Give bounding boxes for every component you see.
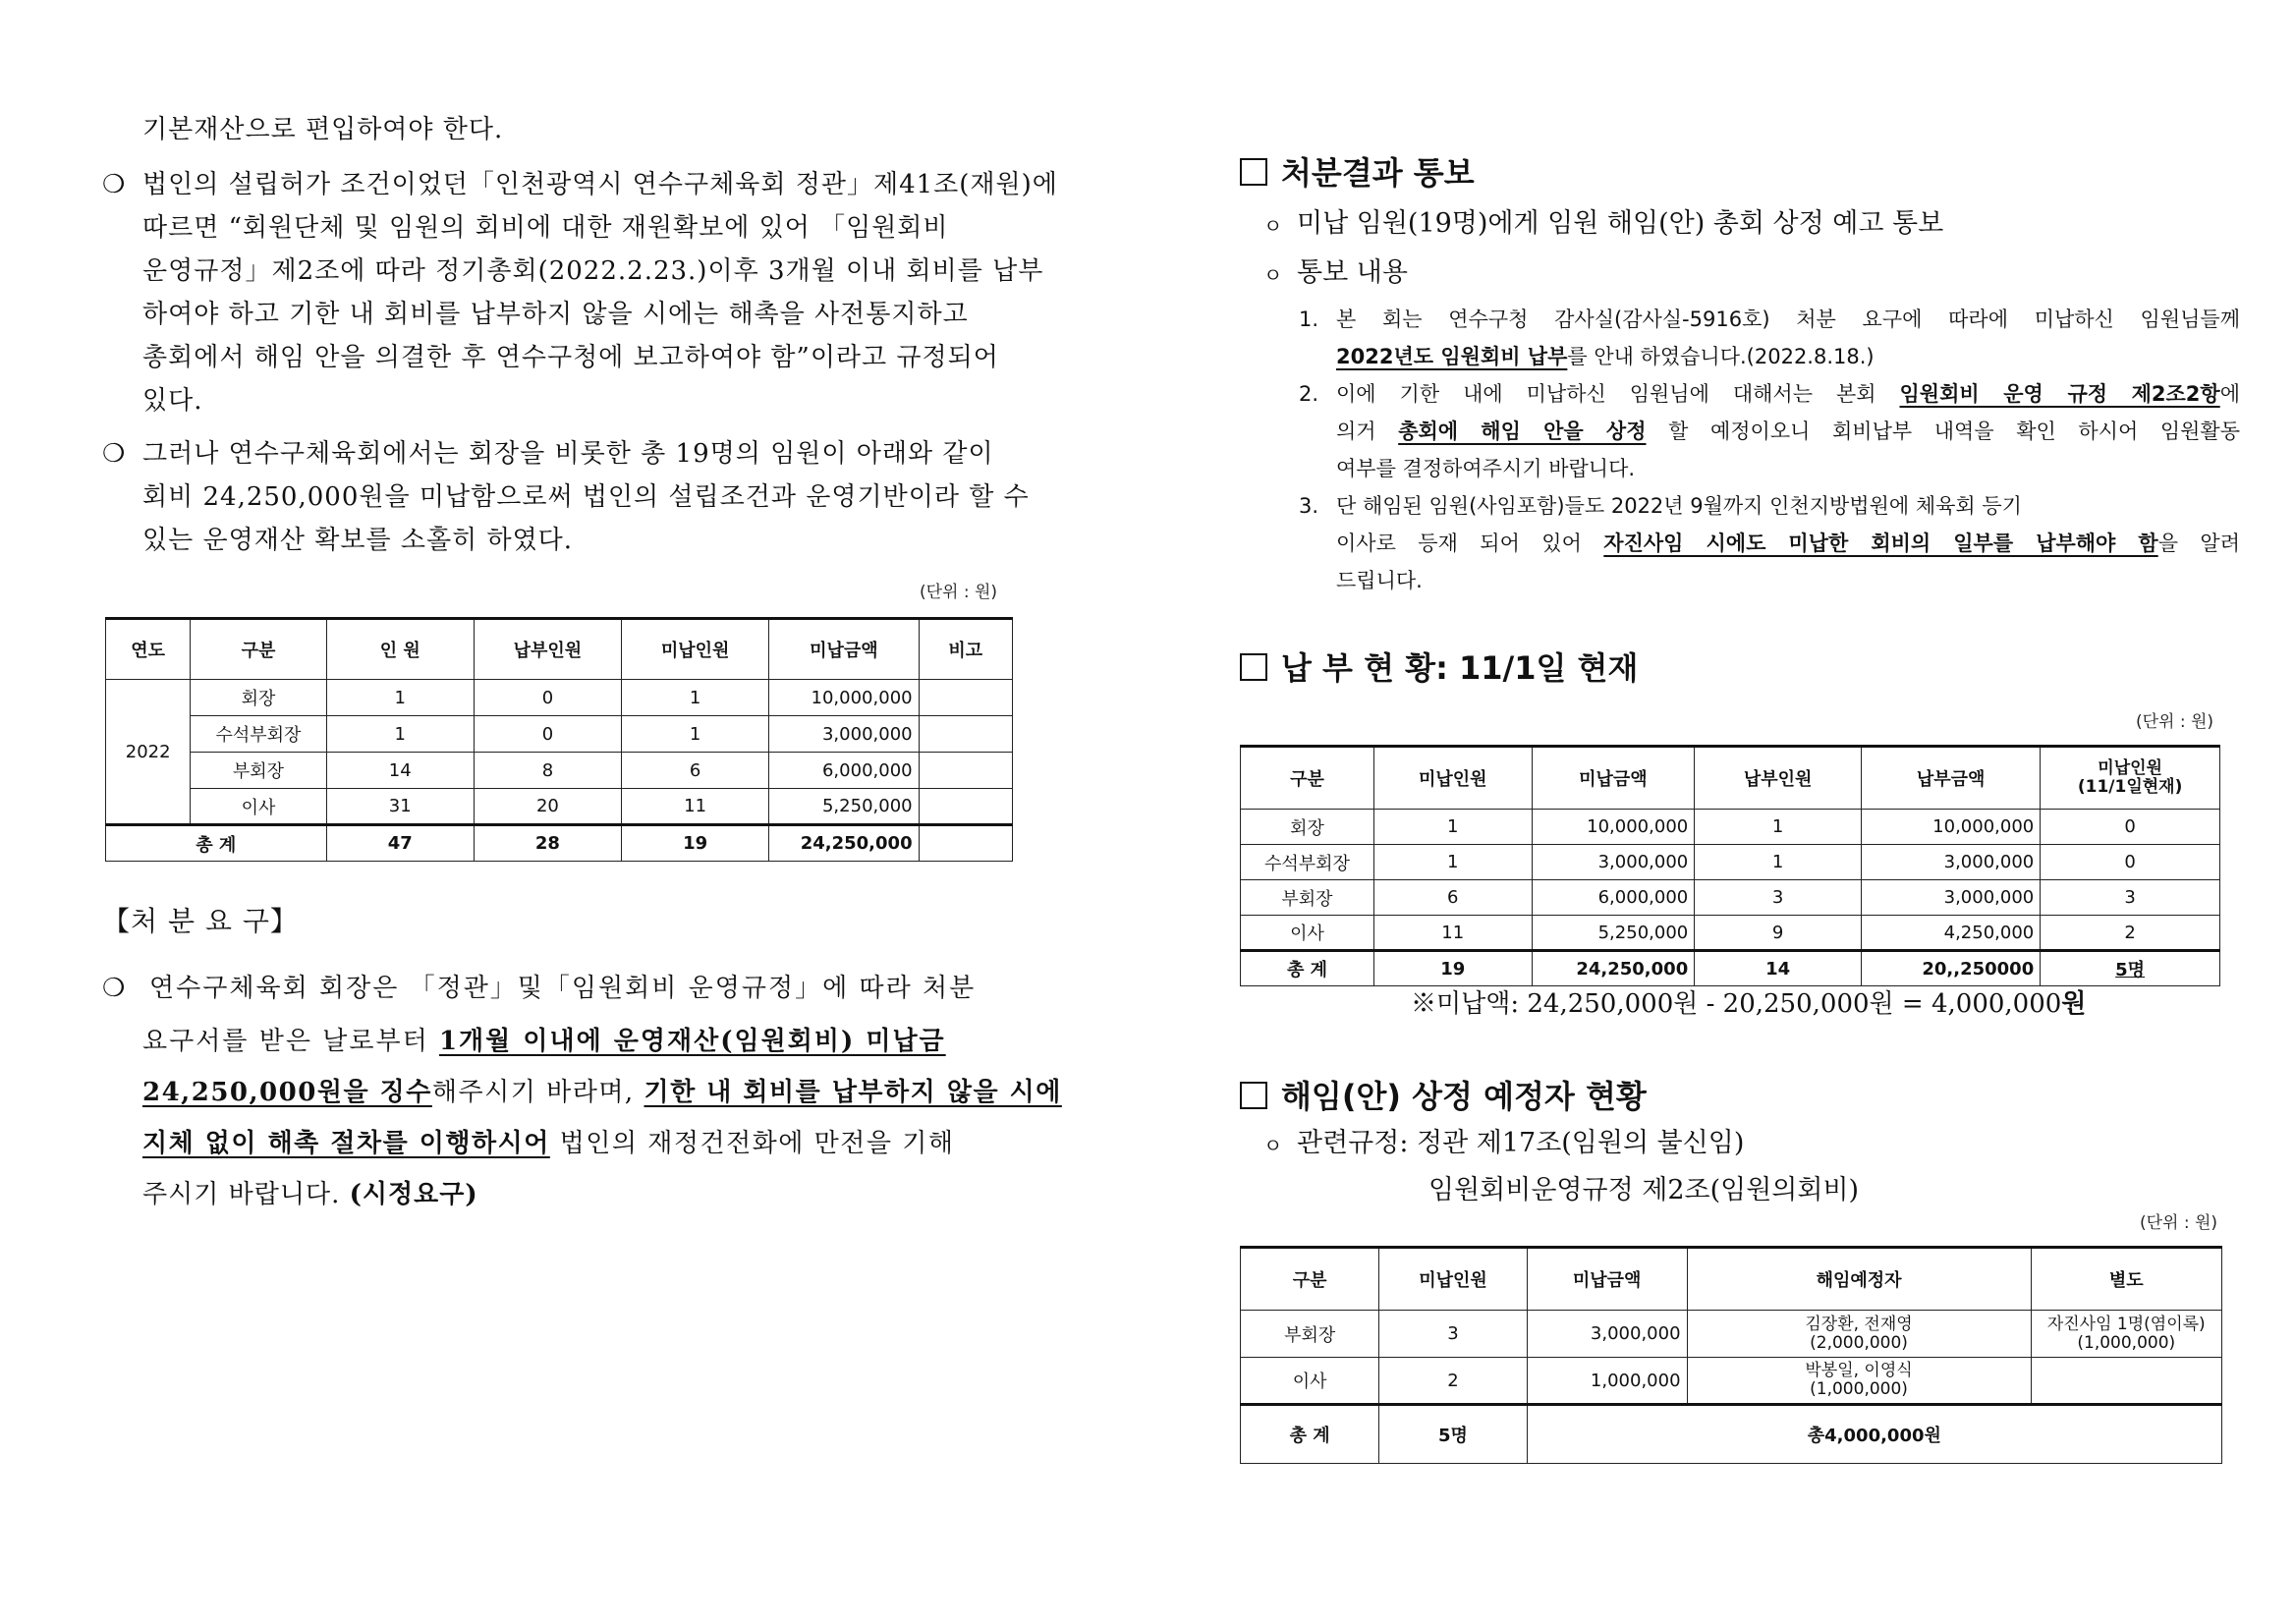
- table-cell: 3: [1379, 1311, 1527, 1358]
- table-cell: 1: [622, 680, 769, 716]
- table-cell: 20: [474, 789, 621, 825]
- table-cell: 부회장: [1241, 1311, 1379, 1358]
- item-text: 드립니다.: [1336, 569, 1423, 592]
- text-run: 이에 기한 내에 미납하신 임원님에 대해서는 본회: [1336, 382, 1900, 406]
- rule-line: 임원회비운영규정 제2조(임원의회비): [1428, 1175, 1860, 1205]
- table-cell: 11: [1373, 916, 1532, 951]
- table-cell: 1,000,000: [1527, 1358, 1687, 1405]
- circle-bullet-icon: ㅇ: [1263, 263, 1283, 287]
- table-header: 구분: [1241, 747, 1374, 810]
- paragraph-line: 운영규정」제2조에 따라 정기총회(2022.2.23.)이후 3개월 이내 회비를 납부: [142, 256, 1044, 286]
- text-run: 에: [2219, 382, 2240, 406]
- circle-bullet-icon: ㅇ: [1263, 1134, 1283, 1157]
- table-cell: 5명: [1379, 1405, 1527, 1464]
- table-header: 납부인원: [474, 619, 621, 680]
- heading-text: 해임(안) 상정 예정자 현황: [1281, 1078, 1647, 1115]
- text-run: 주시기 바랍니다.: [142, 1180, 350, 1209]
- emphasis-text: 지체 없이 해촉 절차를 이행하시어: [142, 1129, 550, 1158]
- bullet-icon: ❍: [102, 974, 126, 1003]
- text-run: 을 알려: [2157, 532, 2240, 555]
- table-cell: 수석부회장: [1241, 845, 1374, 880]
- item-number: 2.: [1299, 382, 1319, 406]
- table-cell: 6,000,000: [769, 753, 919, 789]
- circle-bullet-icon: ㅇ: [1263, 214, 1283, 238]
- table-header: 구분: [191, 619, 326, 680]
- cell-line: (1,000,000): [2077, 1332, 2176, 1353]
- table-cell: 14: [1695, 951, 1862, 986]
- table-cell: 5명: [2041, 951, 2220, 986]
- table-cell: 14: [326, 753, 474, 789]
- emphasis-text: 원: [2061, 989, 2087, 1019]
- table-header: 미납금액: [769, 619, 919, 680]
- cell-line: 박봉일, 이영식: [1805, 1361, 1913, 1380]
- table-cell: 1: [622, 716, 769, 753]
- text-run: 요구서를 받은 날로부터: [142, 1027, 439, 1056]
- table-row: [106, 753, 1013, 789]
- table-cell: 8: [474, 753, 621, 789]
- text-run: 할 예정이오니 회비납부 내역을 확인 하시어 임원활동: [1646, 420, 2240, 443]
- table-total-row: [1241, 1405, 2222, 1464]
- table-cell: 총 계: [1241, 1405, 1379, 1464]
- table-cell: 11: [622, 789, 769, 825]
- table-cell: 20,,250000: [1861, 951, 2040, 986]
- heading-disposition-result: [1240, 153, 1475, 193]
- table-cell: 이사: [191, 789, 326, 825]
- cell-line: 자진사임 1명(염이록): [2046, 1314, 2206, 1334]
- table-cell: 1: [326, 716, 474, 753]
- table-cell: 부회장: [191, 753, 326, 789]
- table-row: [1241, 1358, 2222, 1405]
- table-cell: 3,000,000: [769, 716, 919, 753]
- table-cell: 1: [1695, 845, 1862, 880]
- table-cell: 총4,000,000원: [1527, 1405, 2221, 1464]
- item-number: 3.: [1299, 494, 1319, 518]
- table-cell: 5,250,000: [1532, 916, 1695, 951]
- table-cell: 0: [2041, 810, 2220, 845]
- table-header: 해임예정자: [1687, 1248, 2031, 1311]
- unit-label: (단위 : 원): [920, 583, 998, 602]
- notice-line: 미납 임원(19명)에게 임원 해임(안) 총회 상정 예고 통보: [1297, 208, 1944, 239]
- table-cell: 1: [1373, 810, 1532, 845]
- table-cell: 6: [1373, 880, 1532, 916]
- payment-status-table: [1240, 745, 2220, 986]
- paragraph-line: 하여야 하고 기한 내 회비를 납부하지 않을 시에는 해촉을 사전통지하고: [142, 300, 969, 329]
- table-cell: 10,000,000: [1532, 810, 1695, 845]
- notice-line: 통보 내용: [1297, 257, 1408, 288]
- table-header: 별도: [2031, 1248, 2221, 1311]
- checkbox-square-icon: [1240, 158, 1267, 186]
- table-cell: 47: [326, 825, 474, 862]
- table-row: [106, 716, 1013, 753]
- unit-label: (단위 : 원): [2136, 712, 2214, 732]
- table-cell: 총 계: [1241, 951, 1374, 986]
- emphasis-text: 기한 내 회비를 납부하지 않을 시에: [644, 1078, 1062, 1107]
- paragraph-line: 연수구체육회 회장은 「정관」및「임원회비 운영규정」에 따라 처분: [149, 974, 977, 1003]
- unpaid-table-2022: [105, 617, 1013, 862]
- table-row: [1241, 845, 2220, 880]
- item-text: [1336, 525, 2240, 562]
- heading-payment-status: [1240, 648, 1638, 688]
- table-cell: [919, 716, 1012, 753]
- table-header: 미납인원: [622, 619, 769, 680]
- table-cell: 3,000,000: [1861, 845, 2040, 880]
- cell-line: 김장환, 전재영: [1805, 1314, 1913, 1334]
- table-cell: 19: [1373, 951, 1532, 986]
- table-cell: [1687, 1311, 2031, 1358]
- table-cell: [919, 825, 1012, 862]
- table-header: 미납인원: [1379, 1248, 1527, 1311]
- year-cell: 2022: [106, 680, 191, 825]
- table-row: [1241, 916, 2220, 951]
- emphasis-text: 임원회비 운영 규정 제2조2항: [1899, 382, 2220, 406]
- table-cell: 0: [2041, 845, 2220, 880]
- table-cell: 3,000,000: [1527, 1311, 1687, 1358]
- paragraph-line: 있는 운영재산 확보를 소홀히 하였다.: [142, 526, 574, 555]
- paragraph-line: 총회에서 해임 안을 의결한 후 연수구청에 보고하여야 함”이라고 규정되어: [142, 343, 999, 372]
- table-header: 미납금액: [1532, 747, 1695, 810]
- heading-text: 납 부 현 황: 11/1일 현재: [1281, 649, 1639, 687]
- table-cell: 총 계: [106, 825, 327, 862]
- bullet-icon: ❍: [102, 170, 126, 199]
- table-cell: 24,250,000: [769, 825, 919, 862]
- emphasis-text: 1개월 이내에 운영재산(임원회비) 미납금: [438, 1027, 946, 1056]
- table-cell: [919, 789, 1012, 825]
- table-total-row: [106, 825, 1013, 862]
- table-cell: 9: [1695, 916, 1862, 951]
- section-title: 【처 분 요 구】: [102, 905, 299, 937]
- item-text: [1336, 338, 2240, 375]
- item-number: 1.: [1299, 308, 1319, 331]
- heading-text: 처분결과 통보: [1281, 154, 1475, 192]
- table-cell: 3: [1695, 880, 1862, 916]
- table-cell: 2: [1379, 1358, 1527, 1405]
- cell-line: (1,000,000): [1810, 1379, 1908, 1399]
- item-text: 본 회는 연수구청 감사실(감사실-5916호) 처분 요구에 따라에 미납하신 임원님들께: [1336, 308, 2240, 331]
- header-line: 미납인원: [2098, 758, 2162, 778]
- item-text: [1336, 413, 2240, 450]
- table-cell: 31: [326, 789, 474, 825]
- table-header: 납부인원: [1695, 747, 1862, 810]
- heading-dismissal-candidates: [1240, 1077, 1647, 1116]
- paragraph-line: 회비 24,250,000원을 미납함으로써 법인의 설립조건과 운영기반이라 할 수: [142, 482, 1030, 512]
- table-header: 미납인원: [1373, 747, 1532, 810]
- item-text: [1336, 375, 2240, 413]
- table-cell: 0: [474, 716, 621, 753]
- table-cell: 회장: [191, 680, 326, 716]
- table-cell: [919, 680, 1012, 716]
- dismissal-candidates-table: [1240, 1246, 2222, 1464]
- paragraph-line: [142, 1173, 478, 1216]
- paragraph-line: 있다.: [142, 386, 203, 416]
- checkbox-square-icon: [1240, 1082, 1267, 1109]
- table-cell: 3,000,000: [1532, 845, 1695, 880]
- item-text: 여부를 결정하여주시기 바랍니다.: [1336, 457, 1636, 480]
- checkbox-square-icon: [1240, 653, 1267, 681]
- table-cell: 0: [474, 680, 621, 716]
- unit-label: (단위 : 원): [2140, 1213, 2218, 1233]
- text-run: 를 안내 하였습니다.(2022.8.18.): [1567, 345, 1875, 368]
- paragraph-line: [142, 1020, 946, 1063]
- table-header: 인 원: [326, 619, 474, 680]
- table-header: 연도: [106, 619, 191, 680]
- table-header: 비고: [919, 619, 1012, 680]
- table-row: [106, 680, 1013, 716]
- table-cell: 6: [622, 753, 769, 789]
- paragraph-line: 그러나 연수구체육회에서는 회장을 비롯한 총 19명의 임원이 아래와 같이: [142, 439, 994, 469]
- table-cell: 4,250,000: [1861, 916, 2040, 951]
- table-cell: 수석부회장: [191, 716, 326, 753]
- bullet-icon: ❍: [102, 439, 126, 469]
- text-run: ※미납액: 24,250,000원 - 20,250,000원 = 4,000,000: [1411, 989, 2062, 1019]
- text-run: 법인의 재정건전화에 만전을 기해: [549, 1129, 955, 1158]
- item-text: 단 해임된 임원(사임포함)들도 2022년 9월까지 인천지방법원에 체육회 등기: [1336, 494, 2022, 518]
- table-header: 미납금액: [1527, 1248, 1687, 1311]
- table-cell: 19: [622, 825, 769, 862]
- table-header: 납부금액: [1861, 747, 2040, 810]
- paragraph-line: [142, 1071, 1062, 1114]
- notice-items: [1299, 301, 2244, 601]
- table-total-row: [1241, 951, 2220, 986]
- table-row: [1241, 810, 2220, 845]
- table-header: 구분: [1241, 1248, 1379, 1311]
- table-row: [1241, 1311, 2222, 1358]
- table-cell: [2031, 1358, 2221, 1405]
- table-cell: 3,000,000: [1861, 880, 2040, 916]
- table-cell: 24,250,000: [1532, 951, 1695, 986]
- table-cell: 2: [2041, 916, 2220, 951]
- table-cell: 회장: [1241, 810, 1374, 845]
- paragraph-line: 따르면 “회원단체 및 임원의 회비에 대한 재원확보에 있어 「임원회비: [142, 213, 949, 243]
- cell-line: (2,000,000): [1810, 1332, 1908, 1353]
- emphasis-text: 총회에 해임 안을 상정: [1398, 420, 1647, 443]
- table-cell: 이사: [1241, 916, 1374, 951]
- table-cell: 5,250,000: [769, 789, 919, 825]
- table-row: [106, 789, 1013, 825]
- text-run: 해주시기 바라며,: [431, 1078, 644, 1107]
- table-cell: [1687, 1358, 2031, 1405]
- table-row: [1241, 880, 2220, 916]
- paragraph-line: 기본재산으로 편입하여야 한다.: [142, 115, 504, 144]
- header-line: (11/1일현재): [2077, 777, 2183, 797]
- table-cell: [919, 753, 1012, 789]
- table-header: [2041, 747, 2220, 810]
- table-cell: [2031, 1311, 2221, 1358]
- table-cell: 28: [474, 825, 621, 862]
- emphasis-text: 자진사임 시에도 미납한 회비의 일부를 납부해야 함: [1603, 532, 2158, 555]
- table-cell: 1: [1695, 810, 1862, 845]
- text-run: 의거: [1336, 420, 1399, 443]
- table-cell: 1: [1373, 845, 1532, 880]
- paragraph-line: [142, 1122, 955, 1165]
- table-cell: 부회장: [1241, 880, 1374, 916]
- table-cell: 6,000,000: [1532, 880, 1695, 916]
- paragraph-line: 법인의 설립허가 조건이었던「인천광역시 연수구체육회 정관」제41조(재원)에: [142, 170, 1058, 199]
- rule-line: 관련규정: 정관 제17조(임원의 불신임): [1297, 1128, 1745, 1158]
- text-run: 이사로 등재 되어 있어: [1336, 532, 1604, 555]
- emphasis-text: (시정요구): [349, 1180, 478, 1209]
- table-cell: 10,000,000: [769, 680, 919, 716]
- emphasis-text: 2022년도 임원회비 납부: [1336, 345, 1568, 368]
- table-cell: 10,000,000: [1861, 810, 2040, 845]
- table-cell: 3: [2041, 880, 2220, 916]
- table-cell: 이사: [1241, 1358, 1379, 1405]
- table-cell: 1: [326, 680, 474, 716]
- unpaid-summary-note: [1411, 986, 2086, 1022]
- emphasis-text: 24,250,000원을 징수: [142, 1078, 432, 1107]
